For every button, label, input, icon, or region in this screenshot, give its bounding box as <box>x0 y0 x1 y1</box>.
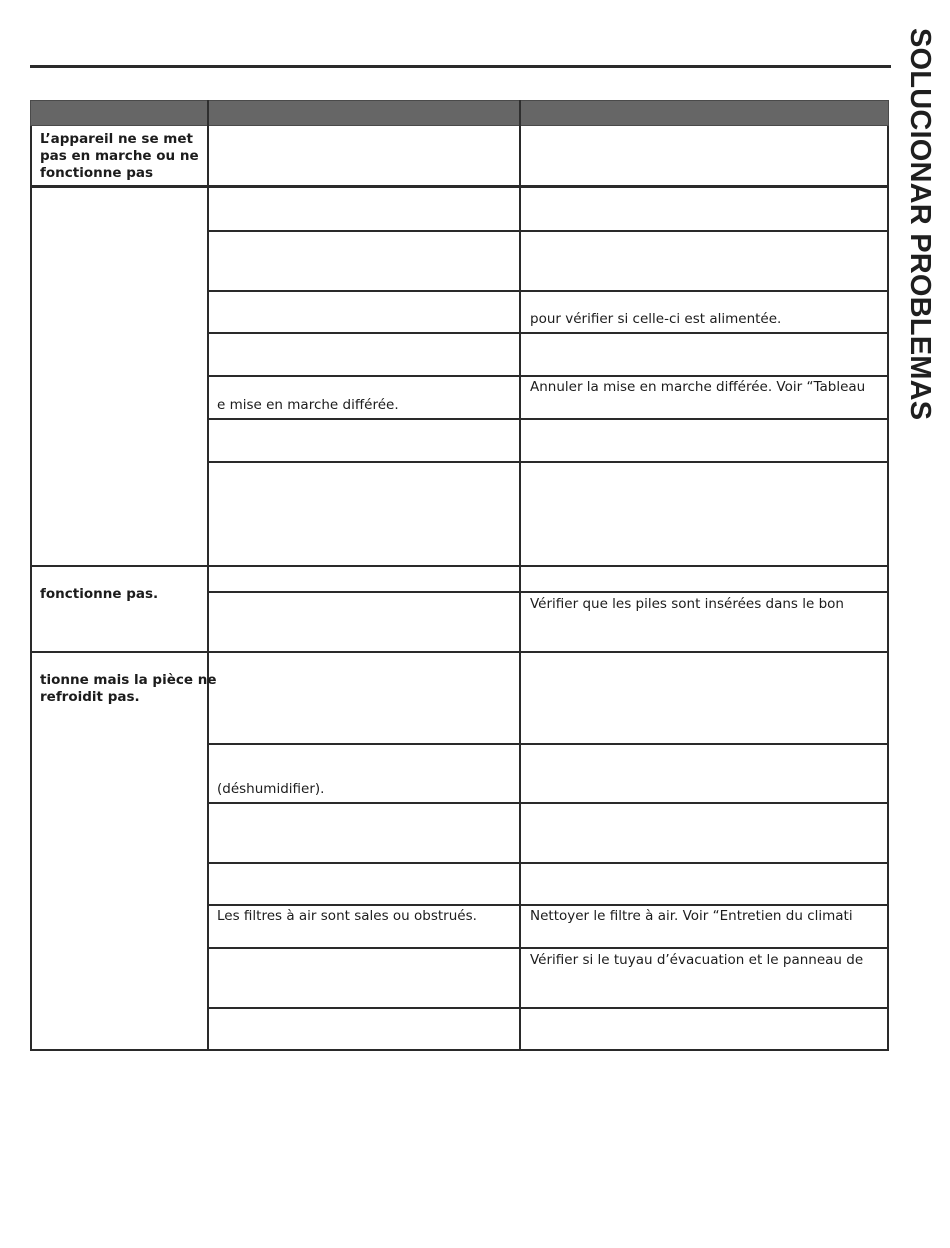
table-border-right <box>887 126 889 1051</box>
cause-cell: e mise en marche différée. <box>217 397 399 413</box>
row-divider <box>207 290 889 292</box>
solution-cell: Annuler la mise en marche différée. Voir “Tableau <box>530 379 866 395</box>
row-divider <box>30 565 889 567</box>
row-divider <box>207 332 889 334</box>
section-side-title: SOLUCIONAR PROBLEMAS <box>904 28 936 421</box>
row-divider <box>207 802 889 804</box>
row-divider <box>30 185 889 188</box>
column-divider <box>207 126 209 1051</box>
row-divider <box>207 743 889 745</box>
header-separator <box>519 100 521 126</box>
solution-cell: Vérifier si le tuyau d’évacuation et le panneau de <box>530 952 864 968</box>
row-divider <box>207 375 889 377</box>
row-divider <box>207 904 889 906</box>
header-separator <box>207 100 209 126</box>
problem-cell: L’appareil ne se met pas en marche ou ne fonctionne pas <box>40 131 199 181</box>
row-divider <box>30 651 889 653</box>
row-divider <box>207 230 889 232</box>
row-divider <box>207 947 889 949</box>
row-divider <box>207 1007 889 1009</box>
solution-cell: pour vérifier si celle-ci est alimentée. <box>530 311 782 327</box>
table-header-bar <box>30 100 889 126</box>
column-divider <box>519 126 521 1051</box>
cause-cell: Les filtres à air sont sales ou obstrués. <box>217 908 477 924</box>
problem-cell: fonctionne pas. <box>40 586 159 602</box>
row-divider <box>207 461 889 463</box>
row-divider <box>207 862 889 864</box>
solution-cell: Nettoyer le filtre à air. Voir “Entretien du climati <box>530 908 853 924</box>
solution-cell: Vérifier que les piles sont insérées dans le bon <box>530 596 844 612</box>
row-divider <box>207 418 889 420</box>
row-divider <box>207 591 889 593</box>
problem-cell: tionne mais la pièce ne refroidit pas. <box>40 672 217 705</box>
table-border-left <box>30 126 32 1051</box>
cause-cell: (déshumidifier). <box>217 781 325 797</box>
table-border-bottom <box>30 1049 889 1051</box>
top-rule <box>30 65 891 68</box>
